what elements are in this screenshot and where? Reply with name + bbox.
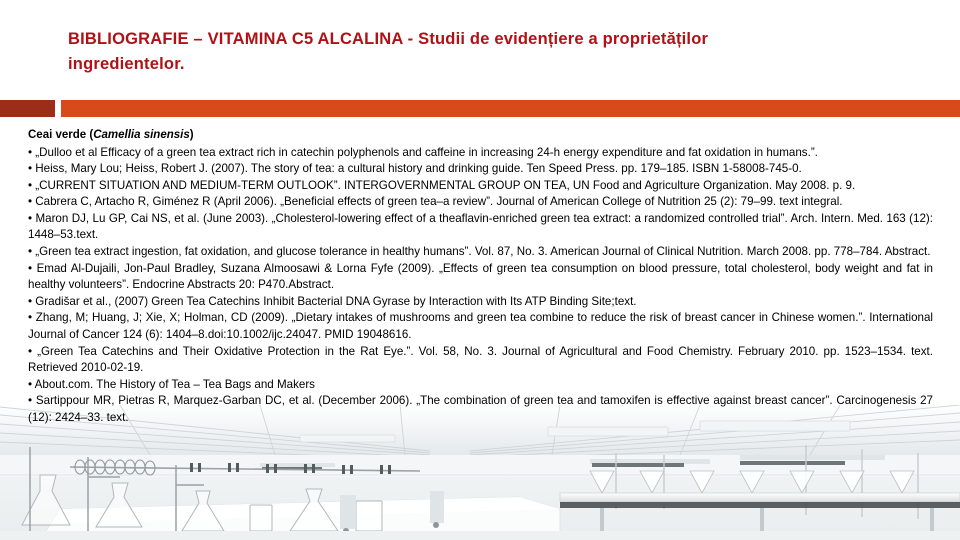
- section-heading: [28, 128, 933, 144]
- slide-title-line-2: ingredientelor.: [68, 55, 185, 73]
- list-item: • „Green Tea Catechins and Their Oxidative Protection in the Rat Eye.”. Vol. 58, No. 3. Journal of Agricultural and Food Chemistry. February 2010. pp. 1523–1534. text. Retrieved 2010-02-19.: [28, 344, 933, 377]
- section-heading-prefix: Ceai verde (: [28, 129, 94, 141]
- list-item: • Heiss, Mary Lou; Heiss, Robert J. (2007). The story of tea: a cultural history and drinking guide. Ten Speed Press. pp. 179–185. ISBN 1-58008-745-0.: [28, 161, 933, 178]
- section-heading-suffix: ): [189, 129, 194, 141]
- section-heading-species: Camellia sinensis: [93, 129, 190, 141]
- list-item: • Maron DJ, Lu GP, Cai NS, et al. (June 2003). „Cholesterol-lowering effect of a theaflavin-enriched green tea extract: a randomized controlled trial”. Arch. Intern. Med. 163 (12): 1448–53.text.: [28, 211, 933, 244]
- list-item: • „Green tea extract ingestion, fat oxidation, and glucose tolerance in healthy humans”. Vol. 87, No. 3. American Journal of Clinical Nutrition. March 2008. pp. 778–784. Abstract.: [28, 244, 933, 261]
- list-item: • Cabrera C, Artacho R, Giménez R (April 2006). „Beneficial effects of green tea–a review”. Journal of American College of Nutrition 25 (2): 79–99. text integral.: [28, 194, 933, 211]
- list-item: • „Dulloo et al Efficacy of a green tea extract rich in catechin polyphenols and caffeine in increasing 24-h energy expenditure and fat oxidation in humans.”.: [28, 145, 933, 162]
- slide-title-line-1: BIBLIOGRAFIE – VITAMINA C5 ALCALINA - Studii de evidențiere a proprietăților: [68, 30, 709, 48]
- list-item: • About.com. The History of Tea – Tea Bags and Makers: [28, 377, 933, 394]
- divider-bar: [61, 100, 960, 117]
- list-item: • Gradišar et al., (2007) Green Tea Catechins Inhibit Bacterial DNA Gyrase by Interaction with Its ATP Binding Site;text.: [28, 294, 933, 311]
- list-item: • Zhang, M; Huang, J; Xie, X; Holman, CD (2009). „Dietary intakes of mushrooms and green tea combine to reduce the risk of breast cancer in Chinese women.”. International Journal of Cancer 124 (6): 1404–8.doi:10.1002/ijc.24047. PMID 19048616.: [28, 310, 933, 343]
- list-item: • „CURRENT SITUATION AND MEDIUM-TERM OUTLOOK”. INTERGOVERNMENTAL GROUP ON TEA, UN Food and Agriculture Organization. May 2008. p. 9.: [28, 178, 933, 195]
- reference-list: [28, 145, 933, 427]
- list-item: • Emad Al-Dujaili, Jon-Paul Bradley, Suzana Almoosawi & Lorna Fyfe (2009). „Effects of green tea consumption on blood pressure, total cholesterol, body weight and fat in healthy volunteers”. Endocrine Abstracts 20: P470.Abstract.: [28, 261, 933, 294]
- list-item: • Sartippour MR, Pietras R, Marquez-Garban DC, et al. (December 2006). „The combination of green tea and tamoxifen is effective against breast cancer”. Carcinogenesis 27 (12): 2424–33. text.: [28, 393, 933, 426]
- bibliography-content: [28, 128, 933, 427]
- divider-accent-block: [0, 100, 55, 117]
- slide-title: [68, 27, 828, 77]
